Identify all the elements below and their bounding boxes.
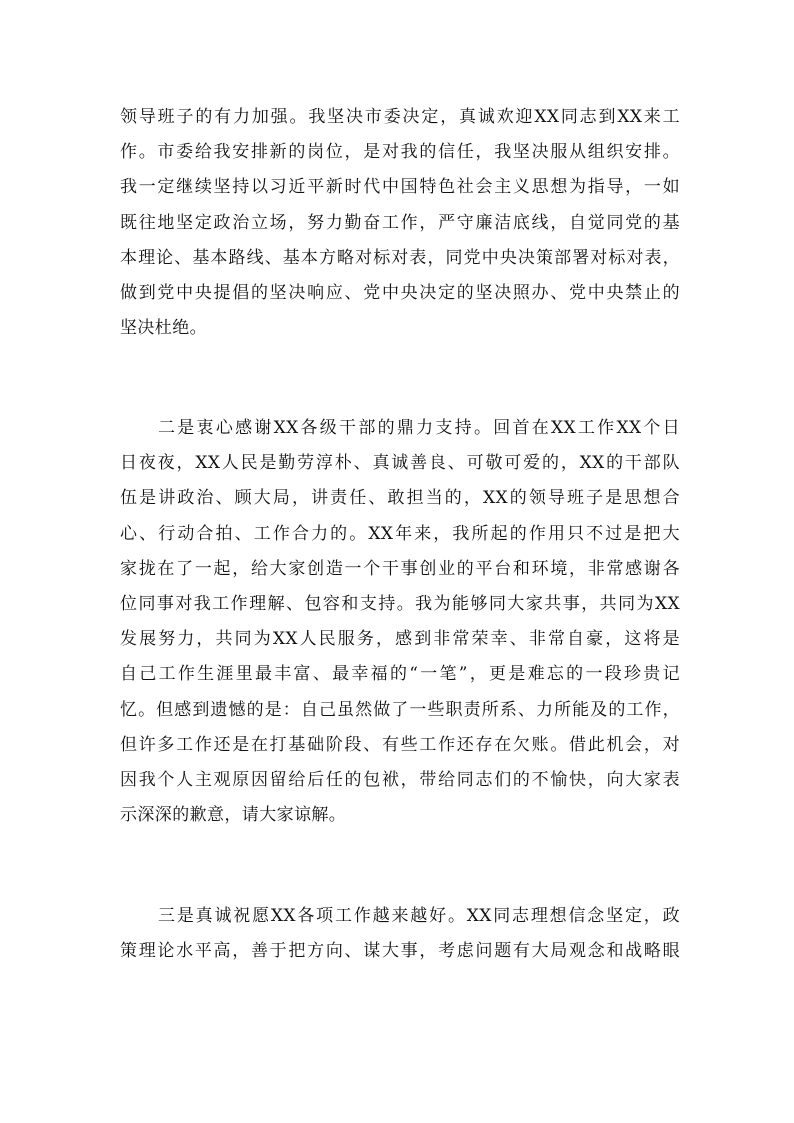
paragraph-line: 做到党中央提倡的坚决响应、党中央决定的坚决照办、党中央禁止的 bbox=[120, 282, 680, 303]
paragraph-line: 坚决杜绝。 bbox=[120, 318, 207, 339]
paragraph-line: 领导班子的有力加强。我坚决市委决定，真诚欢迎XX同志到XX来工 bbox=[120, 107, 680, 127]
paragraph-line: 三是真诚祝愿XX各项工作越来越好。XX同志理想信念坚定，政 bbox=[158, 906, 680, 926]
paragraph-line: 我一定继续坚持以习近平新时代中国特色社会主义思想为指导，一如 bbox=[120, 177, 680, 198]
paragraph-line: 心、行动合拍、工作合力的。XX年来，我所起的作用只不过是把大 bbox=[120, 523, 680, 544]
paragraph-line: 策理论水平高，善于把方向、谋大事，考虑问题有大局观念和战略眼 bbox=[120, 941, 680, 962]
paragraph-line: 发展努力，共同为XX人民服务，感到非常荣幸、非常自豪，这将是 bbox=[120, 629, 680, 650]
paragraph-line: 既往地坚定政治立场，努力勤奋工作，严守廉洁底线，自觉同党的基 bbox=[120, 212, 680, 233]
paragraph-line: 作。市委给我安排新的岗位，是对我的信任，我坚决服从组织安排。 bbox=[120, 142, 680, 163]
paragraph-line: 本理论、基本路线、基本方略对标对表，同党中央决策部署对标对表， bbox=[120, 247, 680, 268]
paragraph-line: 示深深的歉意，请大家谅解。 bbox=[120, 805, 347, 826]
paragraph-line: 因我个人主观原因留给后任的包袱，带给同志们的不愉快，向大家表 bbox=[120, 769, 680, 790]
paragraph-line: 二是衷心感谢XX各级干部的鼎力支持。回首在XX工作XX个日 bbox=[158, 418, 680, 438]
paragraph-line: 伍是讲政治、顾大局，讲责任、敢担当的，XX的领导班子是思想合 bbox=[120, 488, 680, 509]
paragraph-3 bbox=[120, 899, 680, 969]
paragraph-line: 忆。但感到遗憾的是：自己虽然做了一些职责所系、力所能及的工作， bbox=[120, 699, 680, 720]
paragraph-line: 自己工作生涯里最丰富、最幸福的“一笔”，更是难忘的一段珍贵记 bbox=[120, 664, 680, 685]
paragraph-line: 但许多工作还是在打基础阶段、有些工作还存在欠账。借此机会，对 bbox=[120, 734, 680, 755]
paragraph-2 bbox=[120, 411, 680, 833]
paragraph-1 bbox=[120, 100, 680, 346]
paragraph-line: 日夜夜，XX人民是勤劳淳朴、真诚善良、可敬可爱的，XX的干部队 bbox=[120, 453, 680, 474]
paragraph-line: 位同事对我工作理解、包容和支持。我为能够同大家共事，共同为XX bbox=[120, 593, 680, 614]
paragraph-line: 家拢在了一起，给大家创造一个干事创业的平台和环境，非常感谢各 bbox=[120, 558, 680, 579]
